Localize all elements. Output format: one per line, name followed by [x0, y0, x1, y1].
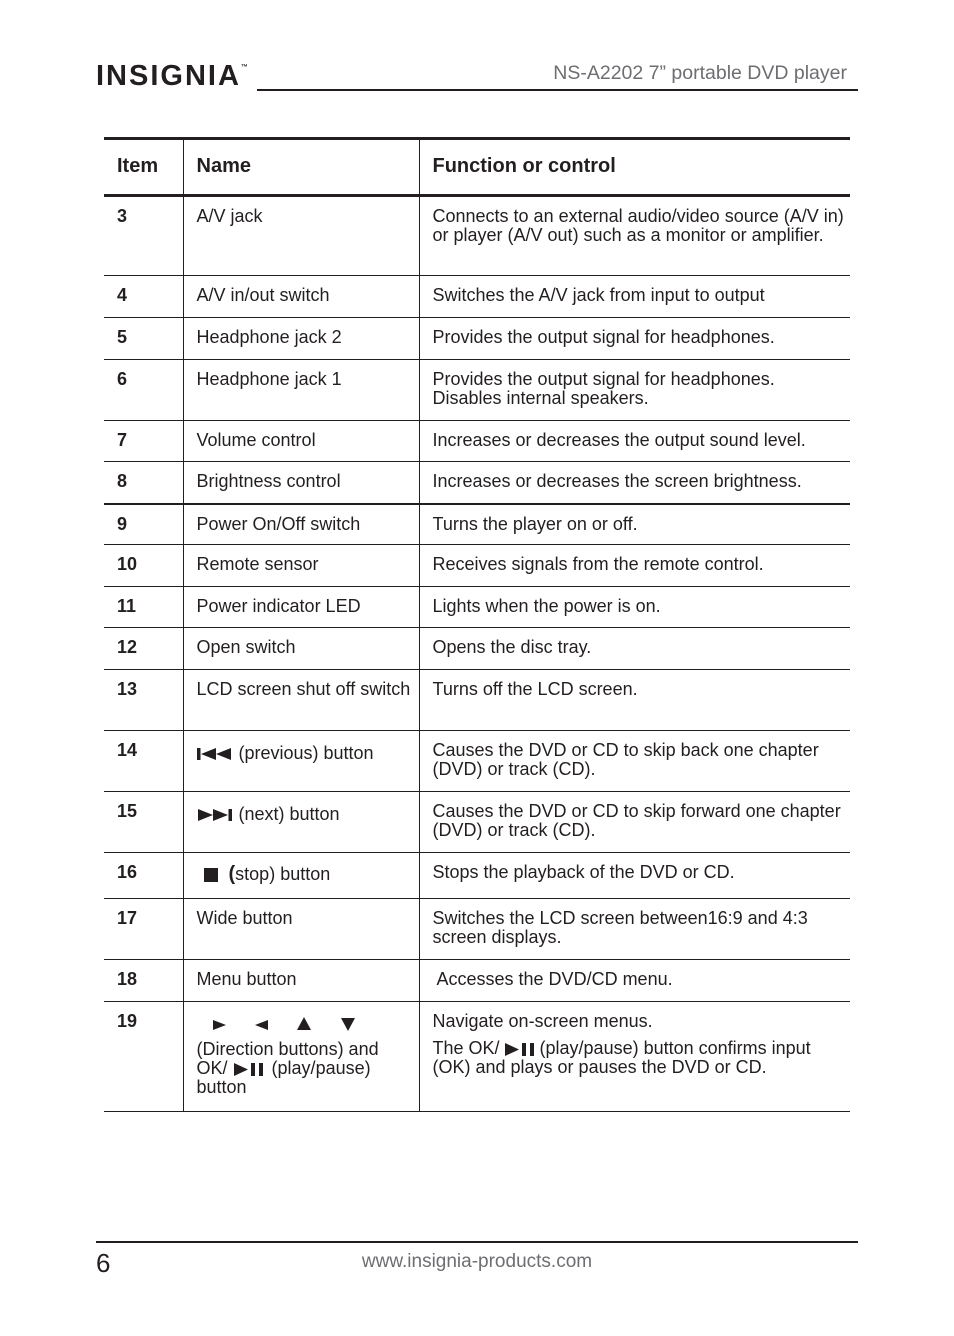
name-cell: A/V in/out switch	[183, 276, 419, 318]
function-cell: Provides the output signal for headphones. Disables internal speakers.	[419, 360, 850, 421]
function-cell: Connects to an external audio/video source (A/V in) or player (A/V out) such as a monitor or amplifier.	[419, 196, 850, 276]
function-cell: Provides the output signal for headphones.	[419, 318, 850, 360]
item-cell: 15	[104, 792, 183, 853]
item-cell: 17	[104, 899, 183, 960]
name-cell: Headphone jack 1	[183, 360, 419, 421]
ok-label: OK/	[196, 1058, 228, 1078]
ok-function-text	[433, 1039, 845, 1077]
function-cell: Turns off the LCD screen.	[419, 670, 850, 731]
button-word: button	[196, 1077, 247, 1097]
item-cell: 19	[104, 1002, 183, 1112]
up-arrow-icon	[297, 1017, 311, 1031]
website-url: www.insignia-products.com	[361, 1251, 593, 1272]
stop-button-label: stop) button	[235, 864, 331, 884]
table-row	[104, 792, 850, 853]
next-button-label: (next) button	[238, 804, 340, 824]
next-icon	[197, 808, 233, 822]
item-cell: 13	[104, 670, 183, 731]
function-cell: Causes the DVD or CD to skip forward one chapter (DVD) or track (CD).	[419, 792, 850, 853]
table-row	[104, 421, 850, 462]
header-rule	[257, 89, 858, 91]
function-cell: Opens the disc tray.	[419, 628, 850, 670]
item-cell: 16	[104, 853, 183, 899]
table-row	[104, 462, 850, 504]
footer-rule	[96, 1241, 858, 1243]
right-arrow-icon	[213, 1019, 227, 1031]
item-cell: 14	[104, 731, 183, 792]
item-cell: 12	[104, 628, 183, 670]
previous-icon	[197, 747, 233, 761]
stop-paren: (	[228, 863, 236, 885]
name-cell	[183, 853, 419, 899]
table-header-row	[104, 139, 850, 196]
name-cell: A/V jack	[183, 196, 419, 276]
name-cell	[183, 1002, 419, 1112]
trademark-mark: ™	[240, 64, 248, 71]
table-row	[104, 960, 850, 1002]
ok-play-pause-line	[197, 1059, 413, 1078]
name-cell: Open switch	[183, 628, 419, 670]
function-cell: Causes the DVD or CD to skip back one chapter (DVD) or track (CD).	[419, 731, 850, 792]
item-cell: 7	[104, 421, 183, 462]
item-cell: 6	[104, 360, 183, 421]
table-row	[104, 545, 850, 587]
table-row	[104, 899, 850, 960]
item-cell: 18	[104, 960, 183, 1002]
name-cell	[183, 731, 419, 792]
play-pause-icon	[233, 1062, 265, 1077]
name-cell: Power On/Off switch	[183, 504, 419, 545]
function-cell: Turns the player on or off.	[419, 504, 850, 545]
function-cell: Switches the LCD screen between16:9 and 4:3 screen displays.	[419, 899, 850, 960]
item-cell: 4	[104, 276, 183, 318]
name-cell: Remote sensor	[183, 545, 419, 587]
item-cell: 10	[104, 545, 183, 587]
ok-function-prefix: The OK/	[432, 1038, 500, 1058]
stop-icon	[203, 868, 221, 882]
function-cell: Lights when the power is on.	[419, 587, 850, 628]
document-title: NS-A2202 7” portable DVD player	[553, 62, 847, 84]
name-cell: Power indicator LED	[183, 587, 419, 628]
function-cell: Increases or decreases the output sound level.	[419, 421, 850, 462]
table-row	[104, 670, 850, 731]
table-row	[104, 853, 850, 899]
name-cell: Headphone jack 2	[183, 318, 419, 360]
table-row	[104, 587, 850, 628]
ok-function-suffix: (play/pause) button confirms input (OK) and plays or pauses the DVD or CD.	[432, 1038, 811, 1077]
controls-table	[104, 137, 850, 1112]
direction-buttons-label: (Direction buttons) and	[196, 1039, 379, 1059]
name-cell: LCD screen shut off switch	[183, 670, 419, 731]
item-cell: 9	[104, 504, 183, 545]
table-row	[104, 196, 850, 276]
item-cell: 11	[104, 587, 183, 628]
navigate-text: Navigate on-screen menus.	[432, 1011, 653, 1031]
name-cell: Wide button	[183, 899, 419, 960]
table-row	[104, 1002, 850, 1112]
logo-text: INSIGNIA	[96, 60, 241, 92]
name-cell: Menu button	[183, 960, 419, 1002]
table-row	[104, 628, 850, 670]
function-cell: Accesses the DVD/CD menu.	[419, 960, 850, 1002]
previous-button-label: (previous) button	[238, 743, 374, 763]
name-cell: Brightness control	[183, 462, 419, 504]
function-cell: Switches the A/V jack from input to output	[419, 276, 850, 318]
item-cell: 5	[104, 318, 183, 360]
table-row	[104, 360, 850, 421]
name-cell	[183, 792, 419, 853]
table-row	[104, 276, 850, 318]
column-header-item: Item	[104, 139, 183, 196]
item-cell: 3	[104, 196, 183, 276]
item-cell: 8	[104, 462, 183, 504]
page-number: 6	[96, 1248, 111, 1278]
play-pause-label: (play/pause)	[271, 1058, 371, 1078]
down-arrow-icon	[341, 1017, 355, 1031]
function-cell: Increases or decreases the screen brightness.	[419, 462, 850, 504]
function-cell: Receives signals from the remote control.	[419, 545, 850, 587]
play-pause-icon	[504, 1042, 536, 1057]
function-cell	[419, 1002, 850, 1112]
name-cell: Volume control	[183, 421, 419, 462]
table-row	[104, 318, 850, 360]
direction-icons	[197, 1012, 413, 1040]
table-row	[104, 731, 850, 792]
function-cell: Stops the playback of the DVD or CD.	[419, 853, 850, 899]
column-header-name: Name	[183, 139, 419, 196]
column-header-function: Function or control	[419, 139, 850, 196]
brand-logo	[96, 60, 248, 93]
table-row	[104, 504, 850, 545]
left-arrow-icon	[255, 1019, 269, 1031]
